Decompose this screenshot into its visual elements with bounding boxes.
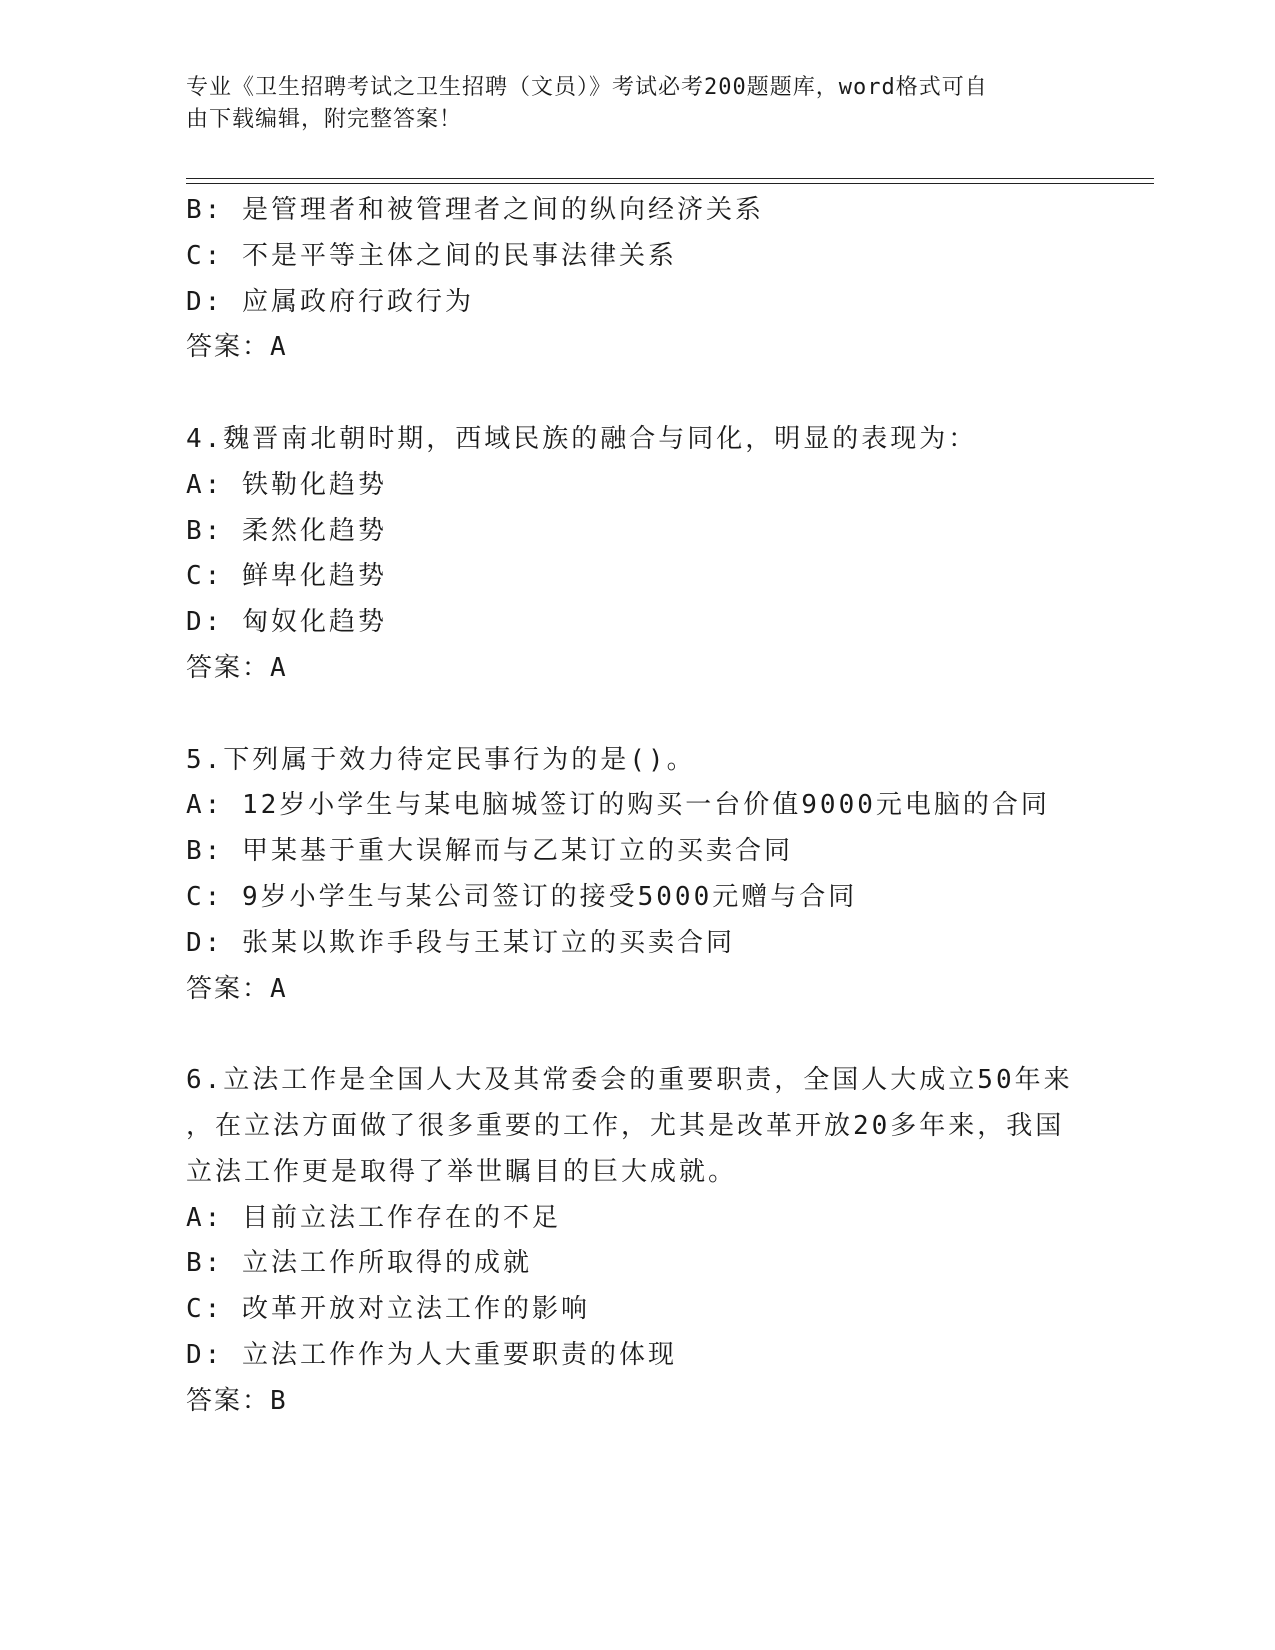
header-line-2: 由下载编辑，附完整答案！ <box>186 107 463 132</box>
question-4 <box>186 417 1086 692</box>
answer: 答案：B <box>186 1385 288 1416</box>
document-header <box>186 72 1076 136</box>
spacer <box>186 1012 1086 1058</box>
question-stem-line-3: 立法工作更是取得了举世瞩目的巨大成就。 <box>186 1156 738 1187</box>
option-c: C: 9岁小学生与某公司签订的接受5000元赠与合同 <box>186 881 858 912</box>
answer: 答案：A <box>186 332 288 363</box>
header-divider-top <box>186 178 1154 179</box>
option-d: D: 匈奴化趋势 <box>186 607 387 638</box>
option-a: A: 12岁小学生与某电脑城签订的购买一台价值9000元电脑的合同 <box>186 790 1050 821</box>
answer: 答案：A <box>186 973 288 1004</box>
option-a: A: 目前立法工作存在的不足 <box>186 1202 561 1233</box>
option-b: B: 是管理者和被管理者之间的纵向经济关系 <box>186 195 764 225</box>
option-b: B: 甲某基于重大误解而与乙某订立的买卖合同 <box>186 836 793 867</box>
option-c: C: 鲜卑化趋势 <box>186 561 387 592</box>
option-c: C: 不是平等主体之间的民事法律关系 <box>186 240 677 271</box>
header-divider-bottom <box>186 183 1154 184</box>
question-stem: 4.魏晋南北朝时期，西域民族的融合与同化，明显的表现为： <box>186 423 978 454</box>
spacer <box>186 692 1086 738</box>
answer: 答案：A <box>186 652 288 683</box>
question-5 <box>186 738 1086 1013</box>
option-c: C: 改革开放对立法工作的影响 <box>186 1294 590 1325</box>
option-b: B: 立法工作所取得的成就 <box>186 1248 532 1279</box>
option-b: B: 柔然化趋势 <box>186 515 387 546</box>
question-stem-line-2: ，在立法方面做了很多重要的工作，尤其是改革开放20多年来，我国 <box>186 1110 1065 1141</box>
option-d: D: 张某以欺诈手段与王某订立的买卖合同 <box>186 927 735 958</box>
option-a: A: 铁勒化趋势 <box>186 469 387 500</box>
question-stem: 5.下列属于效力待定民事行为的是()。 <box>186 744 696 775</box>
option-d: D: 立法工作作为人大重要职责的体现 <box>186 1339 677 1370</box>
spacer <box>186 371 1086 417</box>
header-line-1: 专业《卫生招聘考试之卫生招聘（文员）》考试必考200题题库，word格式可自 <box>186 75 988 100</box>
question-3-continued <box>186 188 1086 371</box>
question-stem-line-1: 6.立法工作是全国人大及其常委会的重要职责，全国人大成立50年来 <box>186 1065 1073 1096</box>
question-6 <box>186 1058 1086 1424</box>
question-list <box>186 188 1086 1425</box>
option-d: D: 应属政府行政行为 <box>186 286 474 317</box>
